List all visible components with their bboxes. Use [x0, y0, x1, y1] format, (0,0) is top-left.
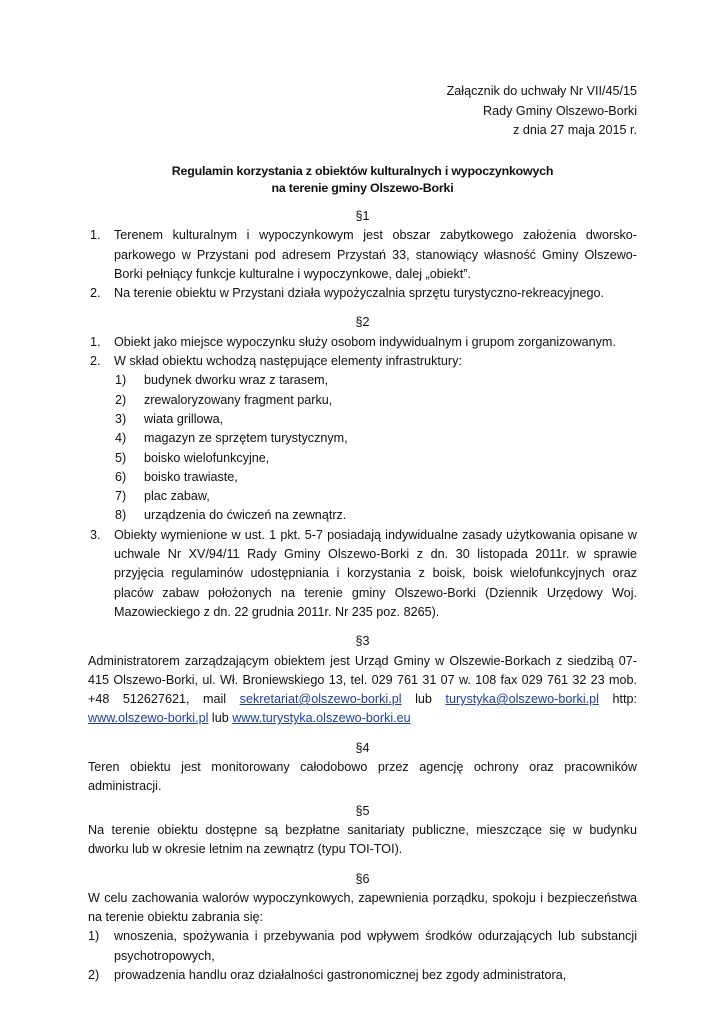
sub-list-item [88, 410, 637, 429]
sub-list-text: boisko wielofunkcyjne, [144, 450, 270, 465]
document-body [88, 207, 637, 985]
attachment-header [447, 82, 637, 141]
prohibition-number: 1) [88, 929, 100, 944]
list-number: 1. [90, 334, 101, 349]
sub-list-number: 3) [115, 411, 127, 426]
sub-list-number: 8) [115, 508, 127, 523]
admin-text-http: http: [598, 692, 637, 707]
document-title [88, 163, 637, 197]
sub-list-number: 5) [115, 450, 127, 465]
email-link-turystyka[interactable]: turystyka@olszewo-borki.pl [445, 692, 599, 707]
title-line-2: na terenie gminy Olszewo-Borki [271, 181, 454, 195]
website-link-turystyka[interactable]: www.turystyka.olszewo-borki.eu [232, 711, 411, 726]
header-line-3: z dnia 27 maja 2015 r. [513, 123, 637, 137]
list-number: 2. [90, 286, 101, 301]
list-item [88, 333, 637, 352]
section-2-heading: §2 [355, 315, 370, 330]
admin-text-or: lub [401, 692, 446, 707]
sub-list-text: budynek dworku wraz z tarasem, [144, 373, 329, 388]
list-number: 1. [90, 228, 101, 243]
sub-list-item [88, 468, 637, 487]
monitoring-paragraph: Teren obiektu jest monitorowany całodobowo przez agencję ochrony oraz pracowników administracji. [88, 760, 637, 794]
sub-list-number: 7) [115, 489, 127, 504]
sub-list-item [88, 371, 637, 390]
prohibition-text: prowadzenia handlu oraz działalności gastronomicznej bez zgody administratora, [114, 967, 567, 982]
list-number: 2. [90, 354, 101, 369]
sub-list-number: 6) [115, 469, 127, 484]
prohibition-number: 2) [88, 967, 100, 982]
admin-text: Administratorem zarządzającym obiektem jest Urząd Gminy w Olszewie-Borkach z siedzibą 07-415 Olszewo-Borki, ul. Wł. Broniewskiego 13, tel. 029 761 31 07 w. 108 fax 029 761 32 23 mob. +48 512627621, mail [88, 653, 637, 707]
sub-list-item [88, 449, 637, 468]
sub-list-number: 2) [115, 392, 127, 407]
list-item [88, 284, 637, 303]
section-6-heading: §6 [355, 871, 370, 886]
sanitary-paragraph: Na terenie obiektu dostępne są bezpłatne sanitariaty publiczne, mieszczące się w budynku dworku lub w okresie letnim na zewnątrz (typu TOI-TOI). [88, 822, 637, 857]
section-5-heading: §5 [355, 803, 370, 818]
list-item [88, 352, 637, 371]
sub-list-text: zrewaloryzowany fragment parku, [144, 392, 333, 407]
administrator-paragraph [88, 652, 637, 729]
prohibitions-intro: W celu zachowania walorów wypoczynkowych, zapewnienia porządku, spokoju i bezpieczeństwa na terenie obiektu zabrania się: [88, 890, 637, 925]
prohibition-item [88, 927, 637, 966]
sub-list-item [88, 506, 637, 525]
sub-list-number: 1) [115, 373, 127, 388]
title-line-1: Regulamin korzystania z obiektów kulturalnych i wypoczynkowych [171, 164, 554, 178]
list-item [88, 226, 637, 284]
list-item [88, 526, 637, 622]
list-text: W skład obiektu wchodzą następujące elementy infrastruktury: [114, 354, 462, 369]
sub-list-item [88, 429, 637, 448]
email-link-sekretariat[interactable]: sekretariat@olszewo-borki.pl [239, 692, 402, 707]
sub-list-text: wiata grillowa, [144, 411, 224, 426]
sub-list-text: magazyn ze sprzętem turystycznym, [144, 431, 348, 446]
section-1-heading: §1 [355, 209, 370, 223]
section-4-heading: §4 [355, 740, 370, 755]
list-text: Na terenie obiektu w Przystani działa wypożyczalnia sprzętu turystyczno-rekreacyjnego. [114, 286, 604, 301]
website-link-gmina[interactable]: www.olszewo-borki.pl [88, 711, 209, 726]
sub-list-number: 4) [115, 431, 127, 446]
list-text: Terenem kulturalnym i wypoczynkowym jest obszar zabytkowego założenia dworsko-parkowego w Przystani pod adresem Przystań 33, stanowiący własność Gminy Olszewo-Borki pełniący funkcje kulturalne i wypoczynkowe, dalej „obiekt”. [114, 228, 637, 281]
header-line-1: Załącznik do uchwały Nr VII/45/15 [446, 84, 637, 98]
sub-list-text: urządzenia do ćwiczeń na zewnątrz. [144, 508, 347, 523]
prohibition-text: wnoszenia, spożywania i przebywania pod wpływem środków odurzających lub substancji psychotropowych, [114, 929, 637, 963]
admin-text-or-2: lub [208, 711, 233, 726]
header-line-2: Rady Gminy Olszewo-Borki [483, 103, 637, 118]
sub-list-text: boisko trawiaste, [144, 469, 238, 484]
sub-list-item [88, 391, 637, 410]
prohibition-item [88, 966, 637, 985]
sub-list-item [88, 487, 637, 506]
list-number: 3. [90, 527, 101, 542]
section-3-heading: §3 [355, 634, 370, 649]
list-text: Obiekt jako miejsce wypoczynku służy osobom indywidualnym i grupom zorganizowanym. [114, 334, 616, 349]
sub-list-text: plac zabaw, [144, 489, 210, 504]
list-text: Obiekty wymienione w ust. 1 pkt. 5-7 posiadają indywidualne zasady użytkowania opisane w uchwale Nr XV/94/11 Rady Gminy Olszewo-Borki z dn. 30 listopada 2011r. w sprawie przyjęcia regulaminów udostępniania i korzystania z boisk, boisk wielofunkcyjnych oraz placów zabaw położonych na terenie gminy Olszewo-Borki (Dziennik Urzędowy Woj. Mazowieckiego z dn. 22 grudnia 2011r. Nr 235 poz. 8265). [114, 527, 637, 619]
